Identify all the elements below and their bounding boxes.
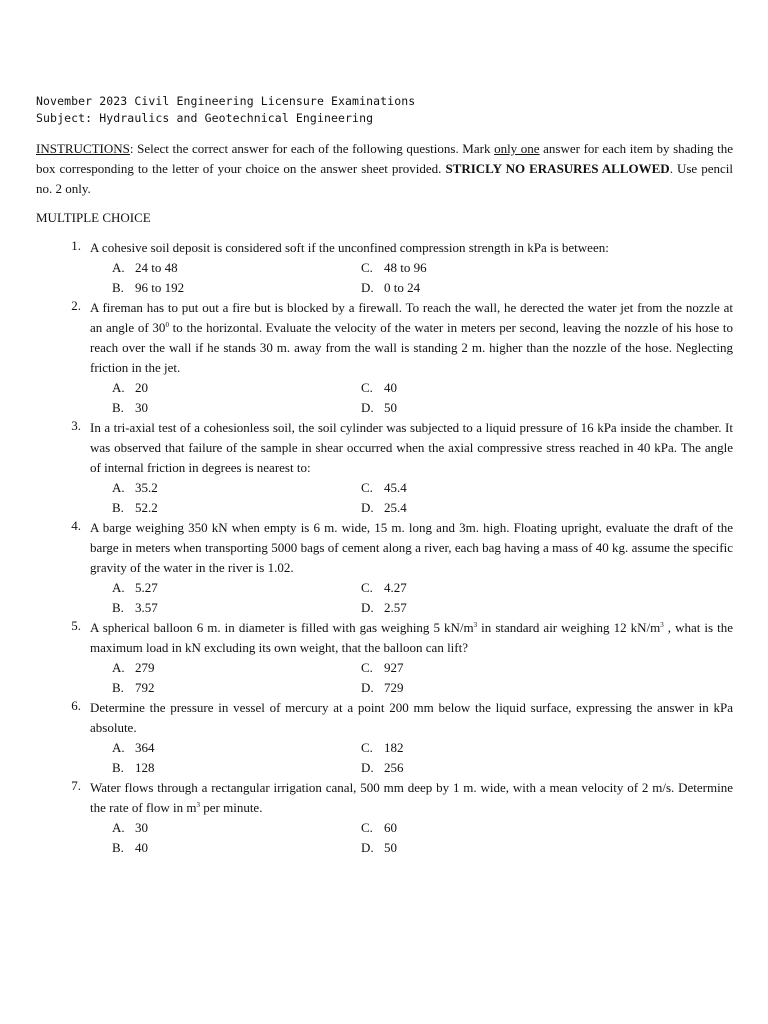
choice-b: B. 30 — [112, 400, 148, 415]
choice-grid — [112, 818, 733, 858]
choice-a: A. 279 — [112, 660, 155, 675]
choice-a: A. 24 to 48 — [112, 260, 178, 275]
choice-c: C. 60 — [361, 820, 397, 835]
choice-c: C. 4.27 — [361, 580, 407, 595]
choice-a: A. 35.2 — [112, 480, 158, 495]
choice-c: C. 45.4 — [361, 480, 407, 495]
question-item — [36, 238, 733, 298]
choice-a: A. 20 — [112, 380, 148, 395]
question-item — [36, 418, 733, 518]
question-text: Water flows through a rectangular irrigation canal, 500 mm deep by 1 m. wide, with a mean velocity of 2 m/s. Determine the rate of flow in $m^3$ per minute. — [90, 780, 733, 815]
choice-a: A. 30 — [112, 820, 148, 835]
question-number: 3. — [71, 418, 81, 433]
choice-grid — [112, 658, 733, 698]
question-number: 2. — [71, 298, 81, 313]
choice-grid — [112, 258, 733, 298]
choice-b: B. 52.2 — [112, 500, 158, 515]
no-erasures-notice: STRICLY NO ERASURES ALLOWED — [445, 161, 670, 176]
instructions-label: INSTRUCTIONS — [36, 141, 130, 156]
instructions-text-2: answer for each item by shading the box corresponding to the letter of your choice on the answer sheet provided. — [36, 141, 734, 176]
exam-subject: Subject: Hydraulics and Geotechnical Engineering — [36, 111, 374, 125]
choice-b: B. 792 — [112, 680, 155, 695]
choice-a: A. 364 — [112, 740, 155, 755]
choice-c: C. 40 — [361, 380, 397, 395]
question-number: 7. — [71, 778, 81, 793]
choice-d: D. 2.57 — [361, 600, 407, 615]
choice-d: D. 0 to 24 — [361, 280, 421, 295]
instructions-text-3: . Use pencil no. 2 only. — [36, 161, 733, 196]
only-one-emphasis: only one — [494, 141, 540, 156]
exam-title: November 2023 Civil Engineering Licensure Examinations — [36, 94, 416, 108]
question-number: 5. — [71, 618, 81, 633]
choice-d: D. 50 — [361, 840, 397, 855]
choice-d: D. 50 — [361, 400, 397, 415]
choice-c: C. 182 — [361, 740, 404, 755]
choice-grid — [112, 478, 733, 518]
question-text: In a tri-axial test of a cohesionless soil, the soil cylinder was subjected to a liquid pressure of 16 kPa inside the chamber. It was observed that failure of the sample in shear occurred when the axial compressive stress reached in 40 kPa. The angle of internal friction in degrees is nearest to: — [90, 420, 733, 475]
instructions-text-1: : Select the correct answer for each of the following questions. Mark — [129, 141, 495, 156]
choice-b: B. 96 to 192 — [112, 280, 185, 295]
choice-a: A. 5.27 — [112, 580, 158, 595]
question-text: A barge weighing 350 kN when empty is 6 m. wide, 15 m. long and 3m. high. Floating upright, evaluate the draft of the barge in meters when transporting 5000 bags of cement along a river, each bag having a mass of 40 kg. assume the specific gravity of the water in the river is 1.02. — [90, 520, 733, 575]
question-number: 1. — [71, 238, 81, 253]
question-text: Determine the pressure in vessel of mercury at a point 200 mm below the liquid surface, expressing the answer in kPa absolute. — [90, 700, 733, 735]
question-number: 6. — [71, 698, 81, 713]
choice-c: C. 927 — [361, 660, 404, 675]
question-item — [36, 298, 733, 418]
choice-d: D. 25.4 — [361, 500, 407, 515]
choice-c: C. 48 to 96 — [361, 260, 427, 275]
question-number: 4. — [71, 518, 81, 533]
choice-grid — [112, 738, 733, 778]
exam-header — [36, 93, 415, 127]
question-text: A cohesive soil deposit is considered soft if the unconfined compression strength in kPa is between: — [90, 240, 609, 255]
question-list — [36, 238, 733, 858]
choice-d: D. 729 — [361, 680, 404, 695]
question-item — [36, 518, 733, 618]
choice-b: B. 3.57 — [112, 600, 158, 615]
question-item — [36, 698, 733, 778]
choice-grid — [112, 578, 733, 618]
choice-b: B. 40 — [112, 840, 148, 855]
section-title: MULTIPLE CHOICE — [36, 210, 151, 225]
question-item — [36, 778, 733, 858]
instructions-paragraph — [36, 139, 733, 199]
choice-b: B. 128 — [112, 760, 155, 775]
question-text: A fireman has to put out a fire but is blocked by a firewall. To reach the wall, he derected the water jet from the nozzle at an angle of $30^0$ to the horizontal. Evaluate the velocity of the water in meters per second, leaving the nozzle of his hose to reach over the wall if he stands 30 m. away from the wall is standing 2 m. higher than the nozzle of the hose. Neglecting friction in the jet. — [90, 300, 733, 375]
question-item — [36, 618, 733, 698]
question-text: A spherical balloon 6 m. in diameter is filled with gas weighing 5 $kN/m^3$ in standard air weighing 12 $kN/m^3$ , what is the maximum load in kN excluding its own weight, that the balloon can lift? — [90, 620, 734, 655]
choice-d: D. 256 — [361, 760, 404, 775]
choice-grid — [112, 378, 733, 418]
